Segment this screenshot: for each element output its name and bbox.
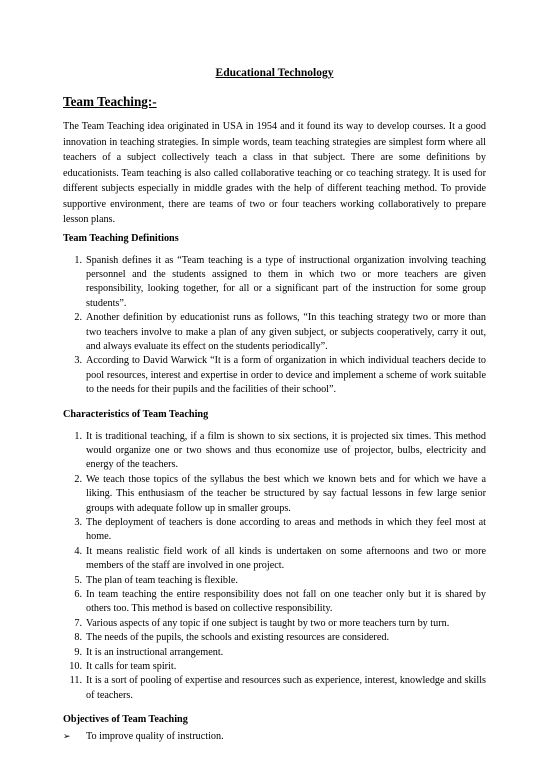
- list-number: 2.: [74, 473, 82, 485]
- objectives-heading: Objectives of Team Teaching: [63, 714, 188, 726]
- list-number: 6.: [74, 589, 82, 601]
- document-body: [63, 66, 486, 744]
- definitions-heading: Team Teaching Definitions: [63, 232, 179, 244]
- arrow-bullet-icon: ➢: [63, 732, 71, 743]
- document-title: Educational Technology: [215, 67, 334, 79]
- characteristics-heading: Characteristics of Team Teaching: [63, 408, 209, 420]
- list-number: 11.: [69, 675, 82, 687]
- characteristic-item: [63, 574, 486, 588]
- characteristic-item: [63, 674, 486, 703]
- list-number: 9.: [74, 646, 82, 658]
- characteristic-item: [63, 516, 486, 545]
- list-item-text: In team teaching the entire responsibility does not fall on one teacher only but it is shared by others too. This method is based on collective responsibility.: [86, 589, 486, 615]
- list-number: 8.: [74, 632, 82, 644]
- list-number: 1.: [74, 254, 82, 266]
- list-item-text: The plan of team teaching is flexible.: [86, 574, 238, 586]
- list-item-text: The needs of the pupils, the schools and existing resources are considered.: [86, 632, 389, 644]
- list-number: 1.: [74, 430, 82, 442]
- list-item-text: According to David Warwick “It is a form of organization in which individual teachers decide to pool resources, interest and expertise in order to device and implement a scheme of work suitable to the needs for their pupils and the facilities of their school”.: [86, 355, 486, 396]
- characteristic-item: [63, 545, 486, 574]
- list-number: 4.: [74, 545, 82, 557]
- list-number: 10.: [69, 661, 82, 673]
- list-number: 2.: [74, 312, 82, 324]
- characteristic-item: [63, 588, 486, 617]
- list-item-text: Spanish defines it as “Team teaching is a type of instructional organization involving teaching personnel and the students assigned to them in which two or more teachers are given responsibility, looking together, for all or a significant part of the instruction for some group students”.: [86, 254, 486, 309]
- intro-paragraph: The Team Teaching idea originated in USA in 1954 and it found its way to develop courses. It a good innovation in teaching strategies. In simple words, team teaching strategies are simplest form where all teachers of a subject collectively teach a class in that subject. There are some definitions by educationists. Team teaching is also called collaborative teaching or co teaching strategy. It is used for different subjects especially in middle grades with the help of different teaching method. To provide supportive environment, there are teams of two or four teachers working collaboratively to prepare lesson plans.: [63, 121, 486, 225]
- list-item-text: We teach those topics of the syllabus the best which we known bets and for which we have a liking. This enthusiasm of the teacher be structured by say factual lessons in few large senior groups with adequate follow up in smaller groups.: [86, 473, 486, 514]
- list-item-text: It is an instructional arrangement.: [86, 646, 224, 658]
- objectives-list: [63, 730, 486, 744]
- characteristics-list: [63, 430, 486, 704]
- list-item-text: It is a sort of pooling of expertise and resources such as experience, interest, knowledge and skills of teachers.: [86, 675, 486, 701]
- list-item-text: It calls for team spirit.: [86, 661, 177, 673]
- definition-item: [63, 254, 486, 312]
- definitions-list: [63, 254, 486, 398]
- characteristic-item: [63, 646, 486, 660]
- list-item-text: Various aspects of any topic if one subject is taught by two or more teachers turn by turn.: [86, 617, 450, 629]
- section-title: Team Teaching:-: [63, 94, 157, 109]
- list-item-text: It means realistic field work of all kinds is undertaken on some afternoons and two or more members of the staff are involved in one project.: [86, 545, 486, 572]
- definition-item: [63, 311, 486, 354]
- list-item-text: To improve quality of instruction.: [86, 731, 224, 743]
- list-number: 5.: [74, 574, 82, 586]
- list-number: 7.: [74, 617, 82, 629]
- characteristic-item: [63, 631, 486, 645]
- characteristic-item: [63, 430, 486, 473]
- list-number: 3.: [74, 517, 82, 528]
- objective-item: [63, 730, 486, 744]
- characteristic-item: [63, 617, 486, 631]
- list-item-text: It is traditional teaching, if a film is shown to six sections, it is projected six times. This method would organize one or two shows and thus economize use of projector, bulbs, electricity and energy of the teachers.: [86, 430, 486, 471]
- list-item-text: Another definition by educationist runs as follows, “In this teaching strategy two or more than two teachers involve to make a plan of any given subject, or subjects cooperatively, carry it out, and always evaluate its effect on the students periodically”.: [86, 312, 486, 352]
- list-number: 3.: [74, 355, 82, 367]
- characteristic-item: [63, 473, 486, 516]
- definition-item: [63, 354, 486, 397]
- characteristic-item: [63, 660, 486, 674]
- list-item-text: The deployment of teachers is done according to areas and methods in which they feel most at home.: [86, 517, 486, 543]
